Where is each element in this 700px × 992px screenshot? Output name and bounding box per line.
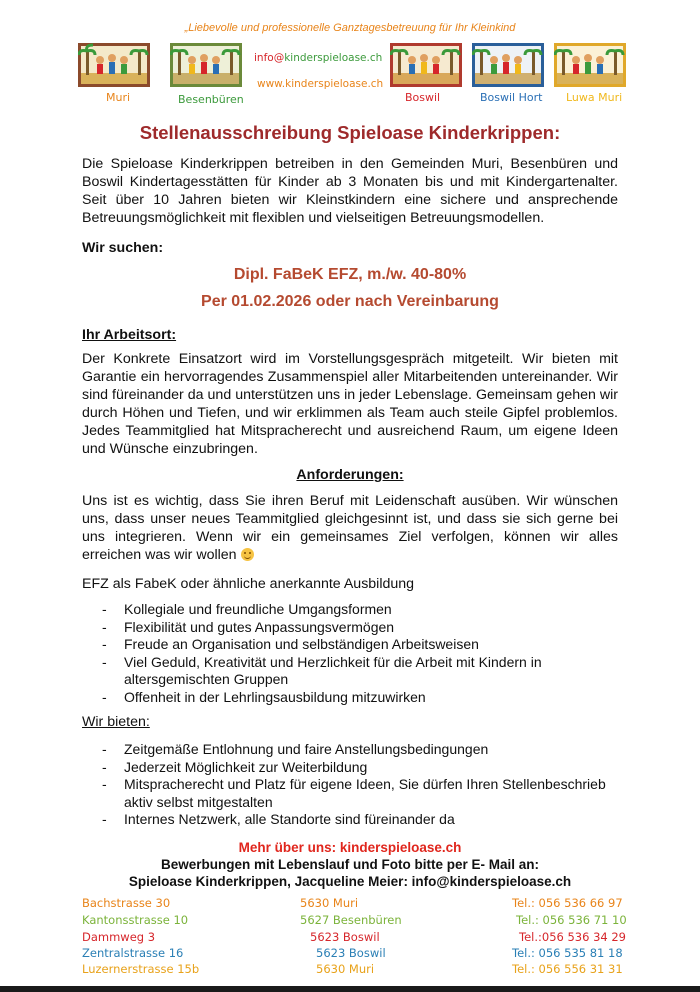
requirements-heading: Anforderungen:: [296, 467, 404, 483]
address-phone: Tel.: 056 556 31 31: [512, 962, 623, 976]
list-item: - Freude an Organisation und selbständigen Arbeitsweisen: [82, 636, 622, 654]
more-info-link[interactable]: Mehr über uns: kinderspieloase.ch: [238, 840, 462, 855]
apply-line-2: Spieloase Kinderkrippen, Jacqueline Meier: info@kinderspieloase.ch: [128, 874, 572, 889]
requirements-list: [82, 601, 622, 706]
address-street: Dammweg 3: [82, 930, 156, 944]
address-street: Kantonsstrasse 10: [82, 913, 189, 927]
logo-label-text: Besenbüren: [178, 93, 244, 106]
list-item: - Internes Netzwerk, alle Standorte sind füreinander da: [82, 811, 622, 829]
logo-boswil: [390, 43, 462, 87]
requirements-text: Uns ist es wichtig, dass Sie ihren Beruf mit Leidenschaft ausüben. Wir wünschen uns, dass unser neues Teammitglied gleichgesinnt ist, und dass sie sich gerne bei uns integrieren. Wenn wir ein gemeinsames Ziel verfolgen, können wir alles erreichen was wir wollen: [82, 493, 618, 563]
logo-label-muri: [106, 91, 130, 104]
workplace-paragraph: Der Konkrete Einsatzort wird im Vorstellungsgespräch mitgeteilt. Wir bieten mit Garantie ein hervorragendes Zusammenspiel aller Mitarbeitenden untereinander. Wir sind füreinander da und unterstützen uns in jeder Lebenslage. Gemeinsam gehen wir durch Höhen und Tiefen, und wir erklimmen als Team auch steile Gipfel problemlos. Jedes Teammitglied hat Mitspracherecht und ausreichend Raum, um eigene Ideen und Wünsche einzubringen.: [82, 351, 618, 457]
list-item: - Offenheit in der Lehrlingsausbildung mitzuwirken: [82, 689, 622, 707]
address-phone: Tel.:056 536 34 29: [519, 930, 627, 944]
logo-label-text: Muri: [106, 91, 131, 104]
logo-label-boswil-hort: [480, 91, 542, 104]
address-city: 5623 Boswil: [316, 946, 386, 960]
intro-paragraph: Die Spieloase Kinderkrippen betreiben in den Gemeinden Muri, Besenbüren und Boswil Kindertagesstätten für Kinder ab 3 Monaten bis und mit Kindergartenalter. Seit über 10 Jahren bieten wir Kleinstkindern eine sichere und ansprechende Betreuungsmöglichkeit mit flexiblen und vielseitigen Betreuungsmodellen.: [82, 156, 618, 226]
address-street: Bachstrasse 30: [82, 896, 171, 910]
logo-strip: [0, 40, 700, 104]
logo-boswil-hort: [472, 43, 544, 87]
offers-heading: Wir bieten:: [82, 714, 150, 730]
bottom-border: [0, 986, 700, 992]
logo-besenbueren: [170, 43, 242, 87]
logo-muri: [78, 43, 150, 87]
position-title: Dipl. FaBeK EFZ, m./w. 40-80%: [233, 266, 467, 283]
smiley-icon: [241, 548, 254, 561]
website-text: www.kinderspieloase.ch: [257, 78, 384, 90]
apply-line-1: Bewerbungen mit Lebenslauf und Foto bitte per E- Mail an:: [160, 857, 539, 872]
address-city: 5623 Boswil: [310, 930, 380, 944]
address-city: 5630 Muri: [316, 962, 375, 976]
slogan: „Liebevolle und professionelle Ganztagesbetreuung für Ihr Kleinkind: [184, 22, 516, 34]
qualification-line: EFZ als FabeK oder ähnliche anerkannte Ausbildung: [82, 576, 415, 592]
email-prefix: info@: [254, 52, 285, 64]
list-item: - Jederzeit Möglichkeit zur Weiterbildung: [82, 759, 622, 777]
offers-list: [82, 741, 622, 829]
start-date: Per 01.02.2026 oder nach Vereinbarung: [201, 293, 499, 310]
address-street: Zentralstrasse 16: [82, 946, 184, 960]
address-phone: Tel.: 056 536 66 97: [512, 896, 623, 910]
address-city: 5630 Muri: [300, 896, 359, 910]
contact-website[interactable]: [257, 78, 383, 90]
logo-label-luwa-muri: [566, 91, 622, 104]
list-item: - Viel Geduld, Kreativität und Herzlichkeit für die Arbeit mit Kindern in altersgemischten Gruppen: [82, 654, 622, 689]
seeking-heading: Wir suchen:: [82, 240, 164, 256]
list-item: - Mitspracherecht und Platz für eigene Ideen, Sie dürfen Ihren Stellenbeschrieb aktiv selbst mitgestalten: [82, 776, 622, 811]
list-item: - Flexibilität und gutes Anpassungsvermögen: [82, 619, 622, 637]
address-phone: Tel.: 056 535 81 18: [512, 946, 623, 960]
address-street: Luzernerstrasse 15b: [82, 962, 200, 976]
address-city: 5627 Besenbüren: [300, 913, 402, 927]
logo-label-text: Boswil Hort: [480, 91, 543, 104]
workplace-heading: Ihr Arbeitsort:: [82, 327, 177, 343]
list-item: - Kollegiale und freundliche Umgangsformen: [82, 601, 622, 619]
logo-label-besenbueren: [178, 93, 244, 106]
logo-label-text: Luwa Muri: [566, 91, 623, 104]
address-phone: Tel.: 056 536 71 10: [516, 913, 627, 927]
logo-luwa-muri: [554, 43, 626, 87]
page-title: Stellenausschreibung Spieloase Kinderkrippen:: [139, 122, 561, 143]
contact-email[interactable]: [254, 52, 382, 64]
email-domain: kinderspieloase.ch: [284, 52, 383, 64]
logo-label-text: Boswil: [405, 91, 441, 104]
logo-label-boswil: [405, 91, 440, 104]
list-item: - Zeitgemäße Entlohnung und faire Anstellungsbedingungen: [82, 741, 622, 759]
requirements-paragraph: [82, 492, 618, 564]
